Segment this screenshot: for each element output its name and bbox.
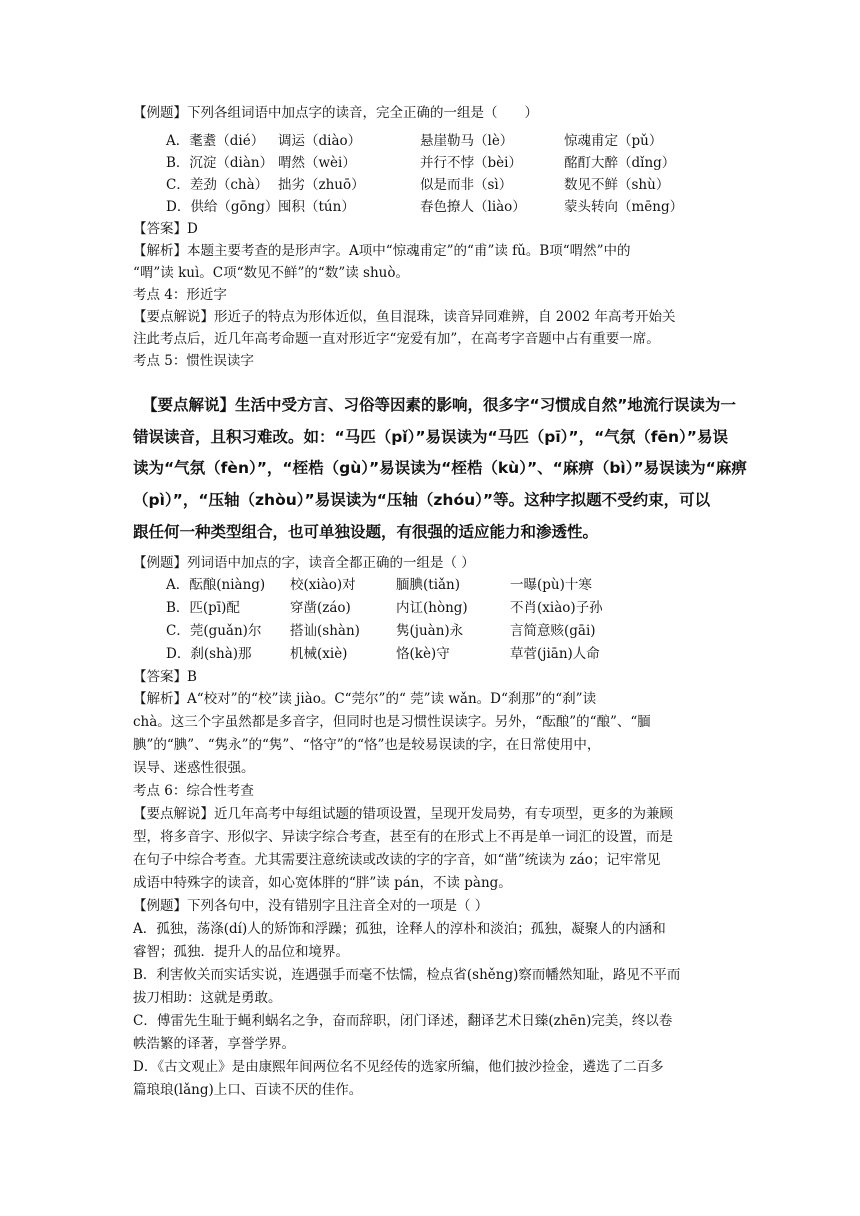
- q1-a-4: 惊魂甫定（pǔ）: [564, 133, 663, 149]
- q2-answer: 【答案】B: [133, 669, 197, 685]
- q1-b-2: 喟然（wèi）: [278, 155, 356, 171]
- q1-c-1: C．差劲（chà）: [166, 177, 269, 193]
- q1-a-1: A．耄耋（dié）: [166, 133, 265, 149]
- point5-text-line: 错误读音，且积习难改。如：“马匹（pǐ）”易误读为“马匹（pī）”，“气氛（fēn）”易误: [133, 428, 728, 446]
- q2-a-3: 腼腆(tiǎn): [396, 577, 461, 593]
- q3-option-line: 帙浩繁的译著，享誉学界。: [133, 1036, 295, 1052]
- q3-option-line: 睿智；孤独．提升人的品位和境界。: [133, 944, 349, 960]
- point6-title: 考点 6：综合性考查: [133, 783, 254, 799]
- q1-a-2: 调运（diào）: [278, 133, 362, 149]
- q1-d-2: 囤积（tún）: [278, 199, 355, 215]
- q2-c-4: 言简意赅(gāi): [510, 623, 596, 639]
- point5-title: 考点 5：惯性误读字: [133, 353, 254, 369]
- q1-b-4: 酩酊大醉（dǐng）: [564, 155, 676, 171]
- q1-d-4: 蒙头转向（mēng）: [564, 199, 684, 215]
- q2-b-4: 不肖(xiào)子孙: [510, 600, 603, 616]
- q1-stem: 【例题】下列各组词语中加点字的读音，完全正确的一组是（ ）: [133, 105, 538, 121]
- q2-analysis-line: 【解析】A“校对”的“校”读 jiào。C“莞尔”的“ 莞”读 wǎn。D“刹那”的“刹”读: [133, 691, 597, 707]
- q1-analysis-line: 【解析】本题主要考查的是形声字。A项中“惊魂甫定”的“甫”读 fǔ。B项“喟然”中的: [133, 243, 631, 259]
- q2-stem: 【例题】列词语中加点的字，读音全都正确的一组是（ ）: [133, 555, 475, 571]
- q3-option-line: 篇琅琅(lǎng)上口、百读不厌的佳作。: [133, 1082, 363, 1098]
- point4-title: 考点 4：形近字: [133, 287, 227, 303]
- q1-d-1: D．供给（gōng）: [166, 199, 279, 215]
- point4-text-line: 注此考点后，近几年高考命题一直对形近字“宠爱有加”，在高考字音题中占有重要一席。: [133, 331, 660, 347]
- q1-c-4: 数见不鲜（shù）: [564, 177, 670, 193]
- q3-option-line: A．孤独，荡涤(dí)人的矫饰和浮躁；孤独，诠释人的淳朴和淡泊；孤独，凝聚人的内涵和: [133, 921, 666, 937]
- q2-c-2: 搭讪(shàn): [290, 623, 360, 639]
- q2-analysis-line: 腆”的“腆”、“隽永”的“隽”、“恪守”的“恪”也是较易误读的字，在日常使用中，: [133, 737, 601, 753]
- q1-d-3: 春色撩人（liào）: [420, 199, 526, 215]
- q2-analysis-line: 误导、迷惑性很强。: [133, 760, 255, 776]
- point6-text-line: 成语中特殊字的读音，如心宽体胖的“胖”读 pán，不读 pàng。: [133, 875, 512, 891]
- q2-c-1: C．莞(guǎn)尔: [166, 623, 262, 639]
- q3-option-line: C．傅雷先生耻于蝇利蜗名之争，奋而辞职，闭门译述，翻译艺术日臻(zhēn)完美，终以卷: [133, 1013, 673, 1029]
- q2-a-2: 校(xiào)对: [290, 577, 356, 593]
- q2-a-4: 一曝(pù)十寒: [510, 577, 592, 593]
- point6-text-line: 在句子中综合考查。尤其需要注意统读或改读的字的字音，如“凿”统读为 záo；记牢常见: [133, 852, 661, 868]
- q3-option-line: B．利害攸关而实话实说，连遇强手而毫不怯懦，检点省(shěng)察而幡然知耻，路见不平而: [133, 967, 681, 983]
- point6-text-line: 【要点解说】近几年高考中每组试题的错项设置，呈现开发局势，有专项型，更多的为兼顾: [133, 806, 673, 822]
- q2-c-3: 隽(juàn)永: [396, 623, 464, 639]
- point5-text-line: （pì）”，“压轴（zhòu）”易误读为“压轴（zhóu）”等。这种字拟题不受约束，可以: [133, 491, 711, 509]
- q1-answer: 【答案】D: [133, 221, 198, 237]
- q1-c-2: 拙劣（zhuō）: [278, 177, 365, 193]
- q2-b-1: B．匹(pī)配: [166, 600, 240, 616]
- q1-b-3: 并行不悖（bèi）: [420, 155, 522, 171]
- q2-a-1: A．酝酿(niàng): [166, 577, 266, 593]
- q2-analysis-line: chà。这三个字虽然都是多音字，但同时也是习惯性误读字。另外，“酝酿”的“酿”、“腼: [133, 714, 651, 730]
- q2-d-4: 草菅(jiān)人命: [510, 646, 600, 662]
- point4-text-line: 【要点解说】形近子的特点为形体近似，鱼目混珠，读音异同难辨，自 2002 年高考开始关: [133, 309, 676, 325]
- point6-text-line: 型，将多音字、形似字、异读字综合考查，甚至有的在形式上不再是单一词汇的设置，而是: [133, 829, 673, 845]
- q3-option-line: 拔刀相助：这就是勇敢。: [133, 990, 282, 1006]
- q2-b-3: 内讧(hòng): [396, 600, 468, 616]
- q1-b-1: B．沉淀（diàn）: [166, 155, 274, 171]
- q2-d-1: D．刹(shà)那: [166, 646, 252, 662]
- q2-b-2: 穿凿(záo): [290, 600, 351, 616]
- q1-analysis-line: “喟”读 kuì。C项“数见不鲜”的“数”读 shuò。: [133, 265, 409, 281]
- q3-stem: 【例题】下列各句中，没有错别字且注音全对的一项是（ ）: [133, 898, 489, 914]
- point5-text-line: 读为“气氛（fèn）”，“桎梏（gù）”易误读为“桎梏（kù）”、“麻痹（bì）”易误读为“麻痹: [133, 459, 747, 477]
- q2-d-2: 机械(xiè): [290, 646, 348, 662]
- q1-a-3: 悬崖勒马（lè）: [420, 133, 514, 149]
- point5-text-line: 跟任何一种类型组合，也可单独设题，有很强的适应能力和渗透性。: [133, 523, 599, 541]
- q2-d-3: 恪(kè)守: [396, 646, 450, 662]
- q3-option-line: D．《古文观止》是由康熙年间两位名不见经传的选家所编，他们披沙捡金，遴选了二百多: [133, 1059, 664, 1075]
- q1-c-3: 似是而非（sì）: [420, 177, 513, 193]
- point5-text-line: 【要点解说】生活中受方言、习俗等因素的影响，很多字“习惯成自然”地流行误读为一: [142, 396, 736, 414]
